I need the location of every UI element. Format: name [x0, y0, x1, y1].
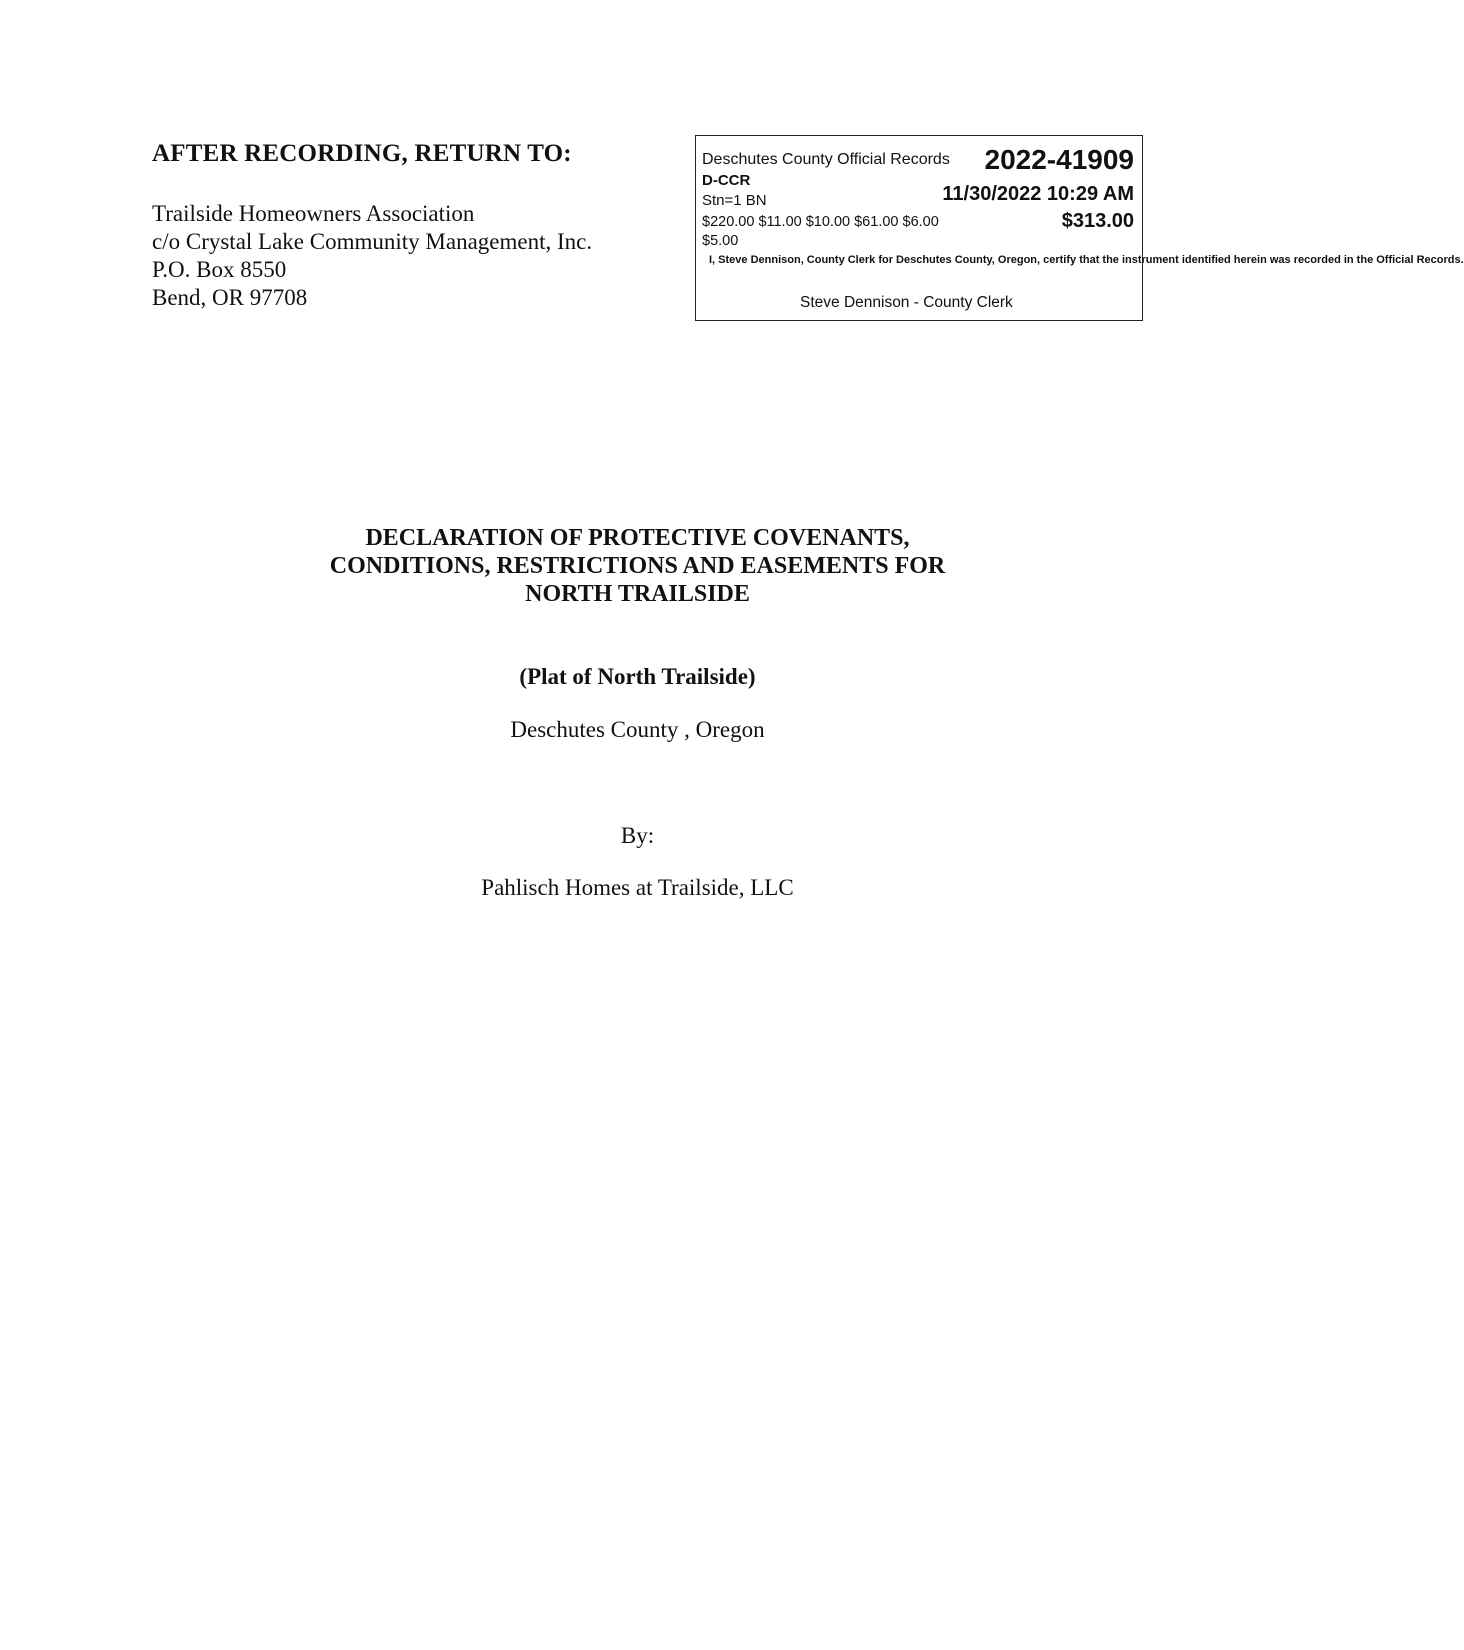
stamp-clerk: Steve Dennison - County Clerk: [800, 294, 1013, 311]
title-line-1: DECLARATION OF PROTECTIVE COVENANTS,: [365, 525, 910, 551]
return-line-association: Trailside Homeowners Association: [152, 201, 475, 226]
location-line: Deschutes County , Oregon: [510, 717, 765, 742]
return-line-city: Bend, OR 97708: [152, 285, 308, 310]
title-line-2: CONDITIONS, RESTRICTIONS AND EASEMENTS FOR: [329, 553, 946, 579]
return-address-block: [152, 140, 672, 312]
recording-stamp: [695, 135, 1464, 321]
stamp-document-type: D-CCR: [702, 172, 751, 189]
stamp-total: $313.00: [1061, 210, 1134, 232]
return-line-management: c/o Crystal Lake Community Management, Inc.: [152, 229, 593, 254]
return-line-po-box: P.O. Box 8550: [152, 257, 287, 282]
stamp-document-number: 2022-41909: [984, 144, 1134, 175]
stamp-fees-continued: $5.00: [702, 233, 739, 249]
return-heading: AFTER RECORDING, RETURN TO:: [152, 140, 572, 167]
declarant-name: Pahlisch Homes at Trailside, LLC: [481, 875, 794, 900]
title-line-3: NORTH TRAILSIDE: [525, 581, 750, 607]
document-title: [0, 524, 1275, 608]
stamp-station: Stn=1 BN: [702, 192, 767, 209]
stamp-certification: I, Steve Dennison, County Clerk for Deschutes County, Oregon, certify that the instrument identified herein was recorded in the Official Records.: [709, 254, 1464, 266]
plat-subtitle: (Plat of North Trailside): [519, 664, 756, 689]
stamp-datetime: 11/30/2022 10:29 AM: [942, 183, 1134, 205]
stamp-office: Deschutes County Official Records: [702, 151, 950, 168]
by-label: By:: [620, 823, 655, 848]
stamp-fees: $220.00 $11.00 $10.00 $61.00 $6.00: [702, 214, 939, 230]
